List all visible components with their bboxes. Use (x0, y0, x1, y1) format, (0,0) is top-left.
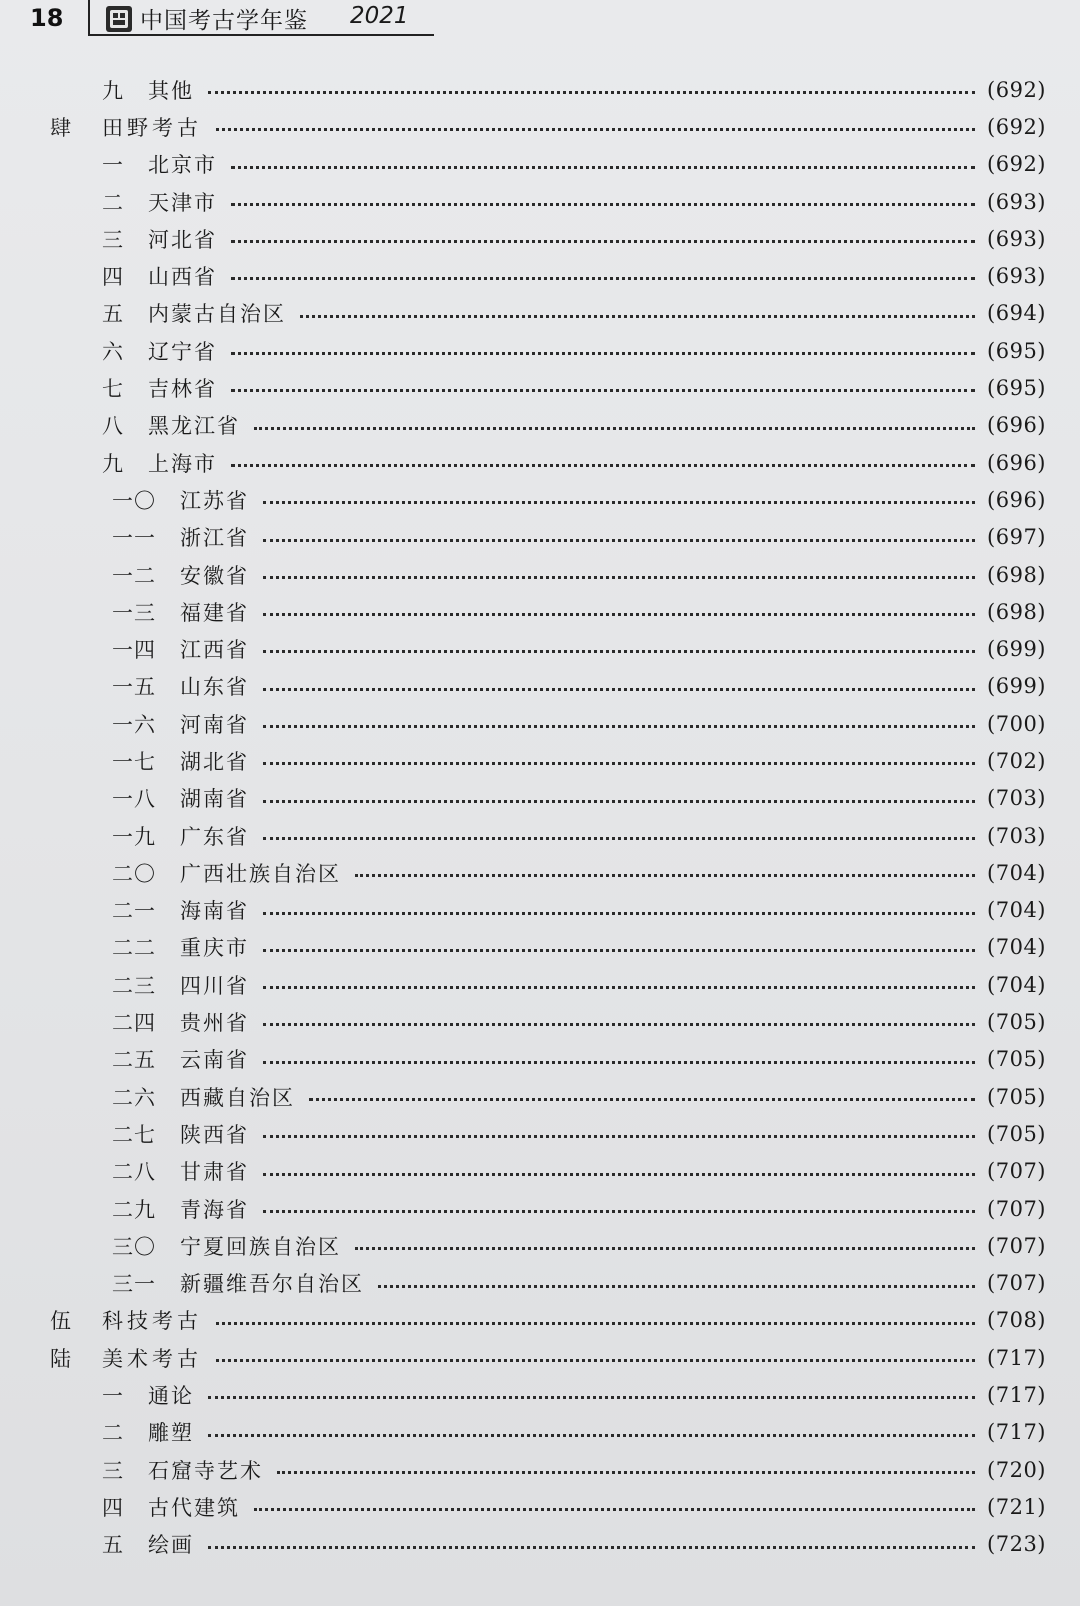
page-number: 18 (30, 4, 64, 32)
toc-entry-page: (702) (987, 748, 1046, 773)
dot-leader (263, 1061, 975, 1064)
toc-entry-number: 二二 (112, 936, 156, 961)
dot-leader (263, 912, 975, 915)
dot-leader (216, 1322, 975, 1325)
toc-entry[interactable] (0, 1003, 1080, 1040)
toc-entry-page: (699) (987, 674, 1046, 699)
toc-entry-page: (699) (987, 637, 1046, 662)
toc-entry-page: (695) (987, 376, 1046, 401)
toc-entry-number: 伍 (50, 1309, 75, 1334)
toc-entry[interactable] (0, 1041, 1080, 1078)
toc-entry-title: 天津市 (148, 190, 217, 215)
toc-entry-number: 一 (102, 153, 124, 178)
toc-entry-number: 三 (102, 1458, 124, 1483)
toc-entry-number: 肆 (50, 115, 75, 140)
toc-entry-page: (704) (987, 935, 1046, 960)
toc-entry-title: 湖南省 (180, 787, 249, 812)
toc-entry-number: 二六 (112, 1085, 156, 1110)
toc-entry-title: 内蒙古自治区 (148, 302, 286, 327)
toc-entry[interactable] (0, 817, 1080, 854)
toc-entry-page: (707) (987, 1196, 1046, 1221)
toc-entry[interactable] (0, 593, 1080, 630)
dot-leader (378, 1285, 975, 1288)
toc-entry-title: 古代建筑 (148, 1495, 240, 1520)
toc-entry-number: 二 (102, 190, 124, 215)
toc-entry-title: 江西省 (180, 638, 249, 663)
toc-entry-number: 七 (102, 377, 124, 402)
toc-entry-page: (697) (987, 525, 1046, 550)
dot-leader (254, 1508, 975, 1511)
toc-entry[interactable] (0, 1414, 1080, 1451)
toc-entry-title: 海南省 (180, 899, 249, 924)
toc-entry[interactable] (0, 1339, 1080, 1376)
toc-entry[interactable] (0, 220, 1080, 257)
toc-entry-number: 三〇 (112, 1234, 156, 1259)
toc-entry-title: 辽宁省 (148, 339, 217, 364)
toc-entry-title: 云南省 (180, 1048, 249, 1073)
toc-entry-title: 新疆维吾尔自治区 (180, 1272, 364, 1297)
toc-entry[interactable] (0, 1078, 1080, 1115)
toc-entry-page: (698) (987, 599, 1046, 624)
toc-entry-number: 一六 (112, 712, 156, 737)
toc-entry-number: 八 (102, 414, 124, 439)
dot-leader (216, 1359, 975, 1362)
toc-entry-number: 一八 (112, 787, 156, 812)
toc-entry[interactable] (0, 1190, 1080, 1227)
toc-entry[interactable] (0, 444, 1080, 481)
dot-leader (263, 501, 975, 504)
toc-entry[interactable] (0, 668, 1080, 705)
dot-leader (263, 986, 975, 989)
toc-entry-number: 九 (102, 78, 124, 103)
toc-entry-title: 福建省 (180, 600, 249, 625)
toc-entry[interactable] (0, 1115, 1080, 1152)
toc-entry-page: (703) (987, 786, 1046, 811)
dot-leader (263, 1023, 975, 1026)
toc-entry-page: (717) (987, 1420, 1046, 1445)
dot-leader (263, 613, 975, 616)
dot-leader (263, 576, 975, 579)
toc-entry[interactable] (0, 332, 1080, 369)
toc-entry-page: (696) (987, 487, 1046, 512)
toc-entry-title: 雕塑 (148, 1421, 194, 1446)
toc-entry[interactable] (0, 1302, 1080, 1339)
dot-leader (309, 1098, 975, 1101)
toc-entry-title: 山东省 (180, 675, 249, 700)
toc-entry-number: 五 (102, 302, 124, 327)
dot-leader (231, 203, 975, 206)
toc-entry-number: 二五 (112, 1048, 156, 1073)
toc-entry[interactable] (0, 892, 1080, 929)
toc-entry-title: 吉林省 (148, 377, 217, 402)
toc-entry-number: 二七 (112, 1122, 156, 1147)
toc-entry-page: (705) (987, 1121, 1046, 1146)
toc-entry-number: 三 (102, 227, 124, 252)
toc-entry[interactable] (0, 295, 1080, 332)
toc-entry-title: 北京市 (148, 153, 217, 178)
dot-leader (216, 128, 975, 131)
dot-leader (263, 762, 975, 765)
toc-entry[interactable] (0, 780, 1080, 817)
toc-entry-title: 其他 (148, 78, 194, 103)
toc-entry-page: (707) (987, 1159, 1046, 1184)
toc-entry-number: 六 (102, 339, 124, 364)
toc-entry-page: (692) (987, 77, 1046, 102)
book-title: 中国考古学年鉴 (140, 8, 308, 34)
toc-entry-title: 田野考古 (102, 115, 202, 140)
toc-entry-page: (707) (987, 1271, 1046, 1296)
toc-entry-number: 二三 (112, 973, 156, 998)
toc-entry-title: 重庆市 (180, 936, 249, 961)
dot-leader (263, 1210, 975, 1213)
toc-entry-number: 三一 (112, 1272, 156, 1297)
toc-entry-page: (698) (987, 562, 1046, 587)
dot-leader (208, 91, 975, 94)
toc-entry-title: 浙江省 (180, 526, 249, 551)
dot-leader (263, 949, 975, 952)
toc-entry-title: 陕西省 (180, 1122, 249, 1147)
toc-entry[interactable] (0, 146, 1080, 183)
toc-entry[interactable] (0, 183, 1080, 220)
toc-entry-title: 青海省 (180, 1197, 249, 1222)
toc-entry-title: 广西壮族自治区 (180, 861, 341, 886)
dot-leader (277, 1471, 975, 1474)
toc-entry[interactable] (0, 108, 1080, 145)
toc-entry[interactable] (0, 556, 1080, 593)
toc-entry-number: 二 (102, 1421, 124, 1446)
toc-entry-title: 江苏省 (180, 488, 249, 513)
dot-leader (208, 1396, 975, 1399)
toc-entry-number: 一三 (112, 600, 156, 625)
dot-leader (263, 650, 975, 653)
toc-entry[interactable] (0, 481, 1080, 518)
toc-entry-title: 河南省 (180, 712, 249, 737)
toc-entry-page: (693) (987, 264, 1046, 289)
toc-entry-number: 一五 (112, 675, 156, 700)
toc-entry-page: (700) (987, 711, 1046, 736)
dot-leader (263, 725, 975, 728)
toc-entry-title: 黑龙江省 (148, 414, 240, 439)
toc-entry[interactable] (0, 369, 1080, 406)
table-of-contents (0, 71, 1080, 1563)
toc-entry-number: 一四 (112, 638, 156, 663)
toc-entry-page: (695) (987, 338, 1046, 363)
toc-entry-page: (707) (987, 1233, 1046, 1258)
toc-entry[interactable] (0, 1451, 1080, 1488)
toc-entry-number: 一〇 (112, 488, 156, 513)
toc-entry-page: (705) (987, 1047, 1046, 1072)
book-logo-icon (106, 6, 132, 32)
toc-entry-title: 河北省 (148, 227, 217, 252)
toc-entry[interactable] (0, 1227, 1080, 1264)
toc-entry-title: 美术考古 (102, 1346, 202, 1371)
toc-entry-page: (705) (987, 1010, 1046, 1035)
toc-entry[interactable] (0, 705, 1080, 742)
toc-entry[interactable] (0, 407, 1080, 444)
dot-leader (231, 464, 975, 467)
toc-entry-page: (704) (987, 898, 1046, 923)
toc-entry[interactable] (0, 1488, 1080, 1525)
toc-entry-number: 五 (102, 1533, 124, 1558)
toc-entry-title: 上海市 (148, 451, 217, 476)
toc-entry-page: (717) (987, 1383, 1046, 1408)
toc-entry-title: 山西省 (148, 265, 217, 290)
toc-entry-title: 广东省 (180, 824, 249, 849)
toc-entry-title: 贵州省 (180, 1011, 249, 1036)
toc-entry-page: (721) (987, 1494, 1046, 1519)
dot-leader (263, 1135, 975, 1138)
dot-leader (231, 389, 975, 392)
toc-entry-page: (705) (987, 1084, 1046, 1109)
dot-leader (263, 800, 975, 803)
toc-entry-title: 西藏自治区 (180, 1085, 295, 1110)
dot-leader (208, 1434, 975, 1437)
toc-entry-title: 湖北省 (180, 749, 249, 774)
dot-leader (263, 837, 975, 840)
toc-entry[interactable] (0, 966, 1080, 1003)
toc-entry[interactable] (0, 742, 1080, 779)
toc-entry-page: (704) (987, 860, 1046, 885)
dot-leader (263, 1173, 975, 1176)
toc-entry-page: (696) (987, 413, 1046, 438)
toc-entry[interactable] (0, 1526, 1080, 1563)
toc-entry-page: (723) (987, 1532, 1046, 1557)
toc-entry-title: 四川省 (180, 973, 249, 998)
toc-entry-number: 陆 (50, 1346, 75, 1371)
toc-entry-number: 二九 (112, 1197, 156, 1222)
running-header (0, 0, 1080, 40)
toc-entry-page: (696) (987, 450, 1046, 475)
toc-entry[interactable] (0, 929, 1080, 966)
toc-entry-title: 科技考古 (102, 1309, 202, 1334)
toc-entry-page: (694) (987, 301, 1046, 326)
toc-entry-page: (693) (987, 226, 1046, 251)
dot-leader (231, 352, 975, 355)
dot-leader (231, 240, 975, 243)
dot-leader (300, 315, 975, 318)
toc-entry-title: 安徽省 (180, 563, 249, 588)
header-vertical-rule (88, 0, 90, 36)
dot-leader (355, 874, 975, 877)
dot-leader (263, 688, 975, 691)
toc-entry-page: (704) (987, 972, 1046, 997)
dot-leader (208, 1546, 975, 1549)
toc-entry-page: (708) (987, 1308, 1046, 1333)
toc-entry-number: 一一 (112, 526, 156, 551)
dot-leader (231, 277, 975, 280)
toc-entry-number: 二〇 (112, 861, 156, 886)
toc-entry-number: 一九 (112, 824, 156, 849)
book-year: 2021 (350, 3, 409, 29)
toc-entry-number: 一 (102, 1384, 124, 1409)
toc-entry[interactable] (0, 257, 1080, 294)
toc-entry-title: 宁夏回族自治区 (180, 1234, 341, 1259)
toc-entry[interactable] (0, 630, 1080, 667)
toc-entry-title: 绘画 (148, 1533, 194, 1558)
dot-leader (254, 427, 975, 430)
toc-entry[interactable] (0, 1153, 1080, 1190)
toc-entry-title: 甘肃省 (180, 1160, 249, 1185)
toc-entry[interactable] (0, 71, 1080, 108)
toc-entry-number: 四 (102, 265, 124, 290)
toc-entry-page: (692) (987, 152, 1046, 177)
toc-entry[interactable] (0, 1265, 1080, 1302)
dot-leader (355, 1247, 975, 1250)
toc-entry-page: (720) (987, 1457, 1046, 1482)
toc-entry-number: 二八 (112, 1160, 156, 1185)
dot-leader (263, 539, 975, 542)
toc-entry-number: 二一 (112, 899, 156, 924)
toc-entry-title: 石窟寺艺术 (148, 1458, 263, 1483)
toc-entry[interactable] (0, 519, 1080, 556)
toc-entry-page: (717) (987, 1345, 1046, 1370)
toc-entry-number: 二四 (112, 1011, 156, 1036)
toc-entry-number: 四 (102, 1495, 124, 1520)
toc-entry-page: (693) (987, 189, 1046, 214)
toc-entry-page: (692) (987, 114, 1046, 139)
toc-entry[interactable] (0, 854, 1080, 891)
toc-entry-title: 通论 (148, 1384, 194, 1409)
dot-leader (231, 166, 975, 169)
toc-entry-number: 九 (102, 451, 124, 476)
toc-entry-page: (703) (987, 823, 1046, 848)
toc-entry[interactable] (0, 1376, 1080, 1413)
toc-entry-number: 一七 (112, 749, 156, 774)
toc-entry-number: 一二 (112, 563, 156, 588)
